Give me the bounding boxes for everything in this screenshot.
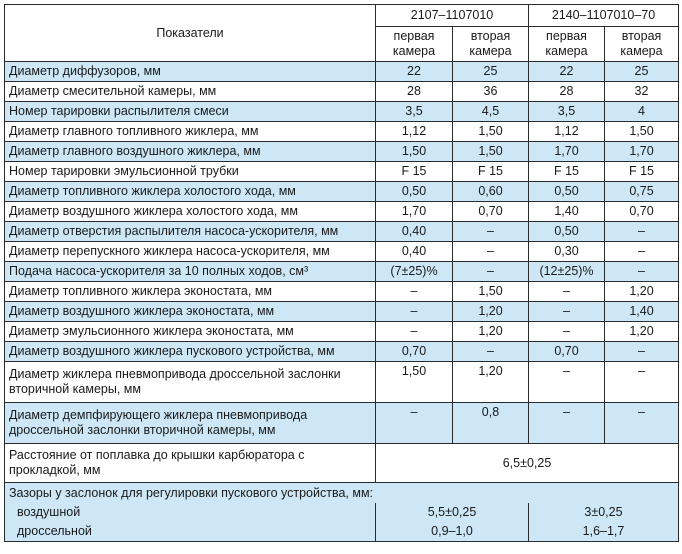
- table-row: [5, 302, 679, 322]
- row-label: Диаметр топливного жиклера холостого хода, мм: [5, 182, 376, 202]
- cell-value: 0,75: [605, 182, 679, 202]
- cell-value: –: [376, 403, 453, 444]
- cell-value: 28: [529, 82, 605, 102]
- cell-value: 25: [605, 62, 679, 82]
- cell-value: 1,50: [376, 142, 453, 162]
- table-row: [5, 262, 679, 282]
- cell-value: 1,50: [453, 282, 529, 302]
- row-label: Диаметр топливного жиклера эконостата, мм: [5, 282, 376, 302]
- row-label: Диаметр смесительной камеры, мм: [5, 82, 376, 102]
- cell-value: –: [453, 262, 529, 282]
- table-row: [5, 182, 679, 202]
- cell-value: 1,12: [376, 122, 453, 142]
- cell-value: 25: [453, 62, 529, 82]
- cell-value: 0,40: [376, 242, 453, 262]
- cell-value: 0,50: [376, 182, 453, 202]
- cell-value: 3,5: [376, 102, 453, 122]
- row-label: Диаметр жиклера пневмопривода дроссельной заслонки вторичной камеры, мм: [5, 362, 376, 403]
- cell-value: 0,50: [529, 222, 605, 242]
- table-row: [5, 282, 679, 302]
- cell-value: –: [529, 282, 605, 302]
- table-row: [5, 122, 679, 142]
- cell-value: 1,40: [605, 302, 679, 322]
- cell-value: 3±0,25: [529, 503, 679, 522]
- table-row-gap-throttle: [5, 522, 679, 542]
- chamber-header: вторая камера: [453, 27, 529, 62]
- cell-value: 3,5: [529, 102, 605, 122]
- cell-value: 0,70: [605, 202, 679, 222]
- cell-value: 0,40: [376, 222, 453, 242]
- row-label: Диаметр демпфирующего жиклера пневмопривода дроссельной заслонки вторичной камеры, мм: [5, 403, 376, 444]
- row-label: Диаметр воздушного жиклера эконостата, мм: [5, 302, 376, 322]
- cell-value: 1,20: [605, 282, 679, 302]
- table-row-gap-air: [5, 503, 679, 522]
- cell-value: 1,50: [605, 122, 679, 142]
- cell-value: 1,40: [529, 202, 605, 222]
- cell-value: 1,12: [529, 122, 605, 142]
- cell-value: 0,70: [529, 342, 605, 362]
- cell-value: 0,9–1,0: [376, 522, 529, 542]
- row-label: Зазоры у заслонок для регулировки пускового устройства, мм:: [5, 483, 679, 504]
- cell-value: 0,50: [529, 182, 605, 202]
- cell-value: –: [605, 222, 679, 242]
- table-row: [5, 403, 679, 444]
- cell-value: (7±25)%: [376, 262, 453, 282]
- row-label: Диаметр воздушного жиклера пускового устройства, мм: [5, 342, 376, 362]
- cell-value: 1,50: [453, 142, 529, 162]
- table-row: [5, 62, 679, 82]
- cell-value: 1,20: [453, 362, 529, 403]
- spec-table-container: [4, 4, 678, 550]
- cell-value: –: [453, 222, 529, 242]
- cell-value: –: [605, 403, 679, 444]
- cell-value: 4,5: [453, 102, 529, 122]
- cell-value: 36: [453, 82, 529, 102]
- cell-value: 1,20: [453, 302, 529, 322]
- table-row: [5, 82, 679, 102]
- cell-value: –: [453, 342, 529, 362]
- table-row: [5, 242, 679, 262]
- row-label: Диаметр воздушного жиклера холостого хода, мм: [5, 202, 376, 222]
- cell-value: 1,50: [376, 362, 453, 403]
- cell-value: 0,8: [453, 403, 529, 444]
- cell-value: 1,20: [605, 322, 679, 342]
- table-row-float: [5, 444, 679, 483]
- cell-value: 1,70: [529, 142, 605, 162]
- row-label: Диаметр отверстия распылителя насоса-ускорителя, мм: [5, 222, 376, 242]
- cell-value: 0,60: [453, 182, 529, 202]
- row-label: Диаметр главного воздушного жиклера, мм: [5, 142, 376, 162]
- cell-value: 5,5±0,25: [376, 503, 529, 522]
- table-row: [5, 202, 679, 222]
- cell-value: –: [605, 362, 679, 403]
- carburetor-spec-table: [4, 4, 679, 542]
- cell-value: –: [376, 302, 453, 322]
- cell-value: 0,70: [376, 342, 453, 362]
- table-row: [5, 102, 679, 122]
- cell-value: –: [605, 342, 679, 362]
- cell-value: 22: [529, 62, 605, 82]
- cell-value: F 15: [605, 162, 679, 182]
- table-row: [5, 142, 679, 162]
- param-header: Показатели: [5, 5, 376, 62]
- table-row: [5, 162, 679, 182]
- cell-value: F 15: [453, 162, 529, 182]
- table-row: [5, 322, 679, 342]
- cell-value: –: [605, 242, 679, 262]
- cell-value: 1,20: [453, 322, 529, 342]
- header-row-groups: [5, 5, 679, 27]
- cell-value: –: [605, 262, 679, 282]
- cell-value: –: [529, 362, 605, 403]
- group-header-2140: 2140–1107010–70: [529, 5, 679, 27]
- cell-value: 4: [605, 102, 679, 122]
- cell-value: –: [376, 322, 453, 342]
- row-label: Диаметр эмульсионного жиклера эконостата, мм: [5, 322, 376, 342]
- row-label: Диаметр диффузоров, мм: [5, 62, 376, 82]
- chamber-header: вторая камера: [605, 27, 679, 62]
- table-row: [5, 362, 679, 403]
- cell-value: 22: [376, 62, 453, 82]
- table-row: [5, 222, 679, 242]
- cell-value: 1,50: [453, 122, 529, 142]
- cell-value: 1,70: [605, 142, 679, 162]
- table-row: [5, 342, 679, 362]
- cell-value: (12±25)%: [529, 262, 605, 282]
- row-label: дроссельной: [5, 522, 376, 542]
- row-label: Диаметр перепускного жиклера насоса-ускорителя, мм: [5, 242, 376, 262]
- row-label: воздушной: [5, 503, 376, 522]
- cell-value: –: [376, 282, 453, 302]
- cell-value: 0,70: [453, 202, 529, 222]
- cell-value: F 15: [529, 162, 605, 182]
- table-row-gaps-heading: [5, 483, 679, 504]
- cell-value: –: [529, 322, 605, 342]
- cell-value: F 15: [376, 162, 453, 182]
- cell-value: –: [529, 403, 605, 444]
- cell-value: 1,6–1,7: [529, 522, 679, 542]
- row-label: Подача насоса-ускорителя за 10 полных ходов, см³: [5, 262, 376, 282]
- cell-value: –: [453, 242, 529, 262]
- row-label: Расстояние от поплавка до крышки карбюратора с прокладкой, мм: [5, 444, 376, 483]
- cell-value: 28: [376, 82, 453, 102]
- cell-value: 6,5±0,25: [376, 444, 679, 483]
- cell-value: 1,70: [376, 202, 453, 222]
- cell-value: 32: [605, 82, 679, 102]
- row-label: Диаметр главного топливного жиклера, мм: [5, 122, 376, 142]
- group-header-2107: 2107–1107010: [376, 5, 529, 27]
- chamber-header: первая камера: [529, 27, 605, 62]
- cell-value: 0,30: [529, 242, 605, 262]
- chamber-header: первая камера: [376, 27, 453, 62]
- row-label: Номер тарировки эмульсионной трубки: [5, 162, 376, 182]
- row-label: Номер тарировки распылителя смеси: [5, 102, 376, 122]
- cell-value: –: [529, 302, 605, 322]
